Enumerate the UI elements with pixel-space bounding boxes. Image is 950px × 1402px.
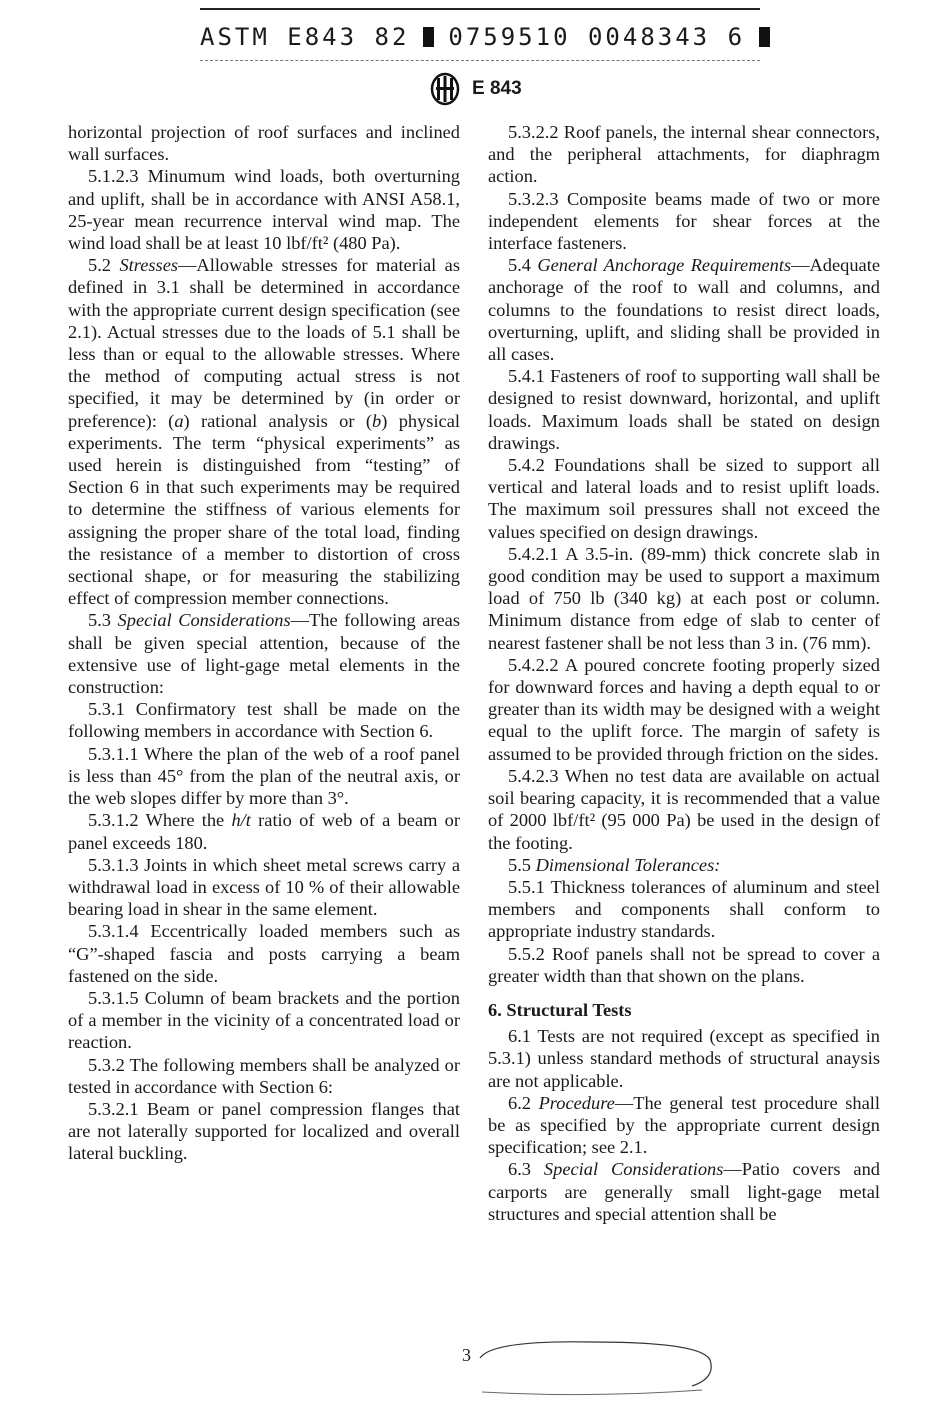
page-curl-mark: [472, 1330, 732, 1400]
paragraph: 5.3.2.2 Roof panels, the internal shear connectors, and the peripheral attachments, for diaphragm action.: [488, 122, 880, 187]
header-rule: [200, 60, 760, 62]
standard-number: E 843: [472, 78, 522, 99]
standard-header: [428, 72, 522, 106]
paragraph: 5.5.2 Roof panels shall not be spread to cover a greater width than that shown on the plans.: [488, 943, 880, 986]
paragraph-special-considerations: 6.3 Special Considerations—Patio covers and carports are generally small light-gage metal structures and special attention shall be: [488, 1159, 880, 1224]
paragraph-procedure: 6.2 Procedure—The general test procedure shall be as specified by the appropriate current design specification; see 2.1.: [488, 1092, 880, 1158]
paragraph: 5.3.1.4 Eccentrically loaded members such as “G”-shaped fascia and posts carrying a beam fastened on the side.: [68, 921, 460, 986]
left-column: [68, 121, 460, 1165]
section-heading: 6. Structural Tests: [488, 999, 632, 1020]
barcode-block: [759, 27, 770, 47]
astm-logo-icon: [428, 72, 462, 106]
paragraph: 6.1 Tests are not required (except as specified in 5.3.1) unless standard methods of structural anaysis are not applicable.: [488, 1026, 880, 1091]
paragraph-tolerances: 5.5 Dimensional Tolerances:: [508, 854, 721, 875]
page-number: 3: [462, 1345, 471, 1365]
paragraph: 5.3.2.3 Composite beams made of two or more independent elements for shear forces at the interface fasteners.: [488, 188, 880, 254]
header-code-a: ASTM E843 82: [200, 23, 410, 51]
paragraph-special-considerations: 5.3 Special Considerations—The following areas shall be given special attention, because of the extensive use of light-gage metal elements in the construction:: [68, 610, 460, 698]
barcode-block: [423, 27, 434, 47]
paragraph: 5.3.1.1 Where the plan of the web of a roof panel is less than 45° from the plan of the neutral axis, or the web slopes differ by more than 3°.: [68, 743, 460, 809]
paragraph: 5.4.2.1 A 3.5-in. (89-mm) thick concrete slab in good condition may be used to support a maximum load of 750 lb (340 kg) at each post or column. Minimum distance from edge of slab to center of nearest fastener shall be not less than 3 in. (76 mm).: [488, 543, 880, 653]
paragraph: 5.3.1 Confirmatory test shall be made on the following members in accordance with Section 6.: [68, 699, 460, 742]
paragraph: 5.4.1 Fasteners of roof to supporting wall shall be designed to resist downward, horizontal, and uplift loads. Maximum loads shall be stated on design drawings.: [488, 366, 880, 453]
paragraph: 5.1.2.3 Minumum wind loads, both overturning and uplift, shall be in accordance with ANSI A58.1, 25-year mean recurrence interval wind map. The wind load shall be at least 10 lbf/ft² (480 Pa).: [68, 166, 460, 254]
top-rule: [200, 8, 760, 10]
paragraph: horizontal projection of roof surfaces and inclined wall surfaces.: [68, 122, 460, 165]
paragraph: 5.3.1.2 Where the h/t ratio of web of a beam or panel exceeds 180.: [68, 810, 460, 853]
paragraph-anchorage: 5.4 General Anchorage Requirements—Adequate anchorage of the roof to wall and columns, and columns to the foundations to resist direct loads, overturning, uplift, and sliding shall be provided in all cases.: [488, 255, 880, 365]
paragraph: 5.3.1.3 Joints in which sheet metal screws carry a withdrawal load in excess of 10 % of their allowable bearing load in shear in the same element.: [68, 854, 460, 920]
paragraph: 5.3.2 The following members shall be analyzed or tested in accordance with Section 6:: [68, 1054, 460, 1097]
paragraph: 5.4.2.2 A poured concrete footing properly sized for downward forces and having a depth equal to or greater than its width may be designed with a weight equal to the uplift force. The margin of safety is assumed to be provided through friction on the sides.: [488, 654, 880, 764]
header-code-b: 0759510 0048343 6: [448, 23, 746, 51]
paragraph: 5.4.2.3 When no test data are available on actual soil bearing capacity, it is recommended that a value of 2000 lbf/ft² (95 000 Pa) be used in the design of the footing.: [488, 765, 880, 853]
paragraph: 5.3.2.1 Beam or panel compression flanges that are not laterally supported for localized and overall lateral buckling.: [68, 1098, 460, 1164]
paragraph: 5.3.1.5 Column of beam brackets and the portion of a member in the vicinity of a concentrated load or reaction.: [68, 987, 460, 1053]
paragraph: 5.5.1 Thickness tolerances of aluminum and steel members and components shall conform to appropriate industry standards.: [488, 876, 880, 942]
header-code-line: [200, 20, 770, 54]
paragraph: 5.4.2 Foundations shall be sized to support all vertical and lateral loads and to resist uplift loads. The maximum soil pressures shall not exceed the values specified on design drawings.: [488, 455, 880, 542]
right-column: [488, 121, 880, 1225]
paragraph-stresses: 5.2 Stresses—Allowable stresses for material as defined in 3.1 shall be determined in accordance with the appropriate current design specification (see 2.1). Actual stresses due to the loads of 5.1 shall be less than or equal to the allowable stresses. Where the method of computing actual stress is not specified, it may be determined by (in order or preference): (a) rational analysis or (b) physical experiments. The term “physical experiments” as used herein is distinguished from “testing” of Section 6 in that such experiments may be required to determine the stiffness of various elements for assigning the proper share of the total load, finding the resistance of a member to distortion of cross sectional shape, or for measuring the stabilizing effect of compression member connections.: [68, 255, 460, 609]
